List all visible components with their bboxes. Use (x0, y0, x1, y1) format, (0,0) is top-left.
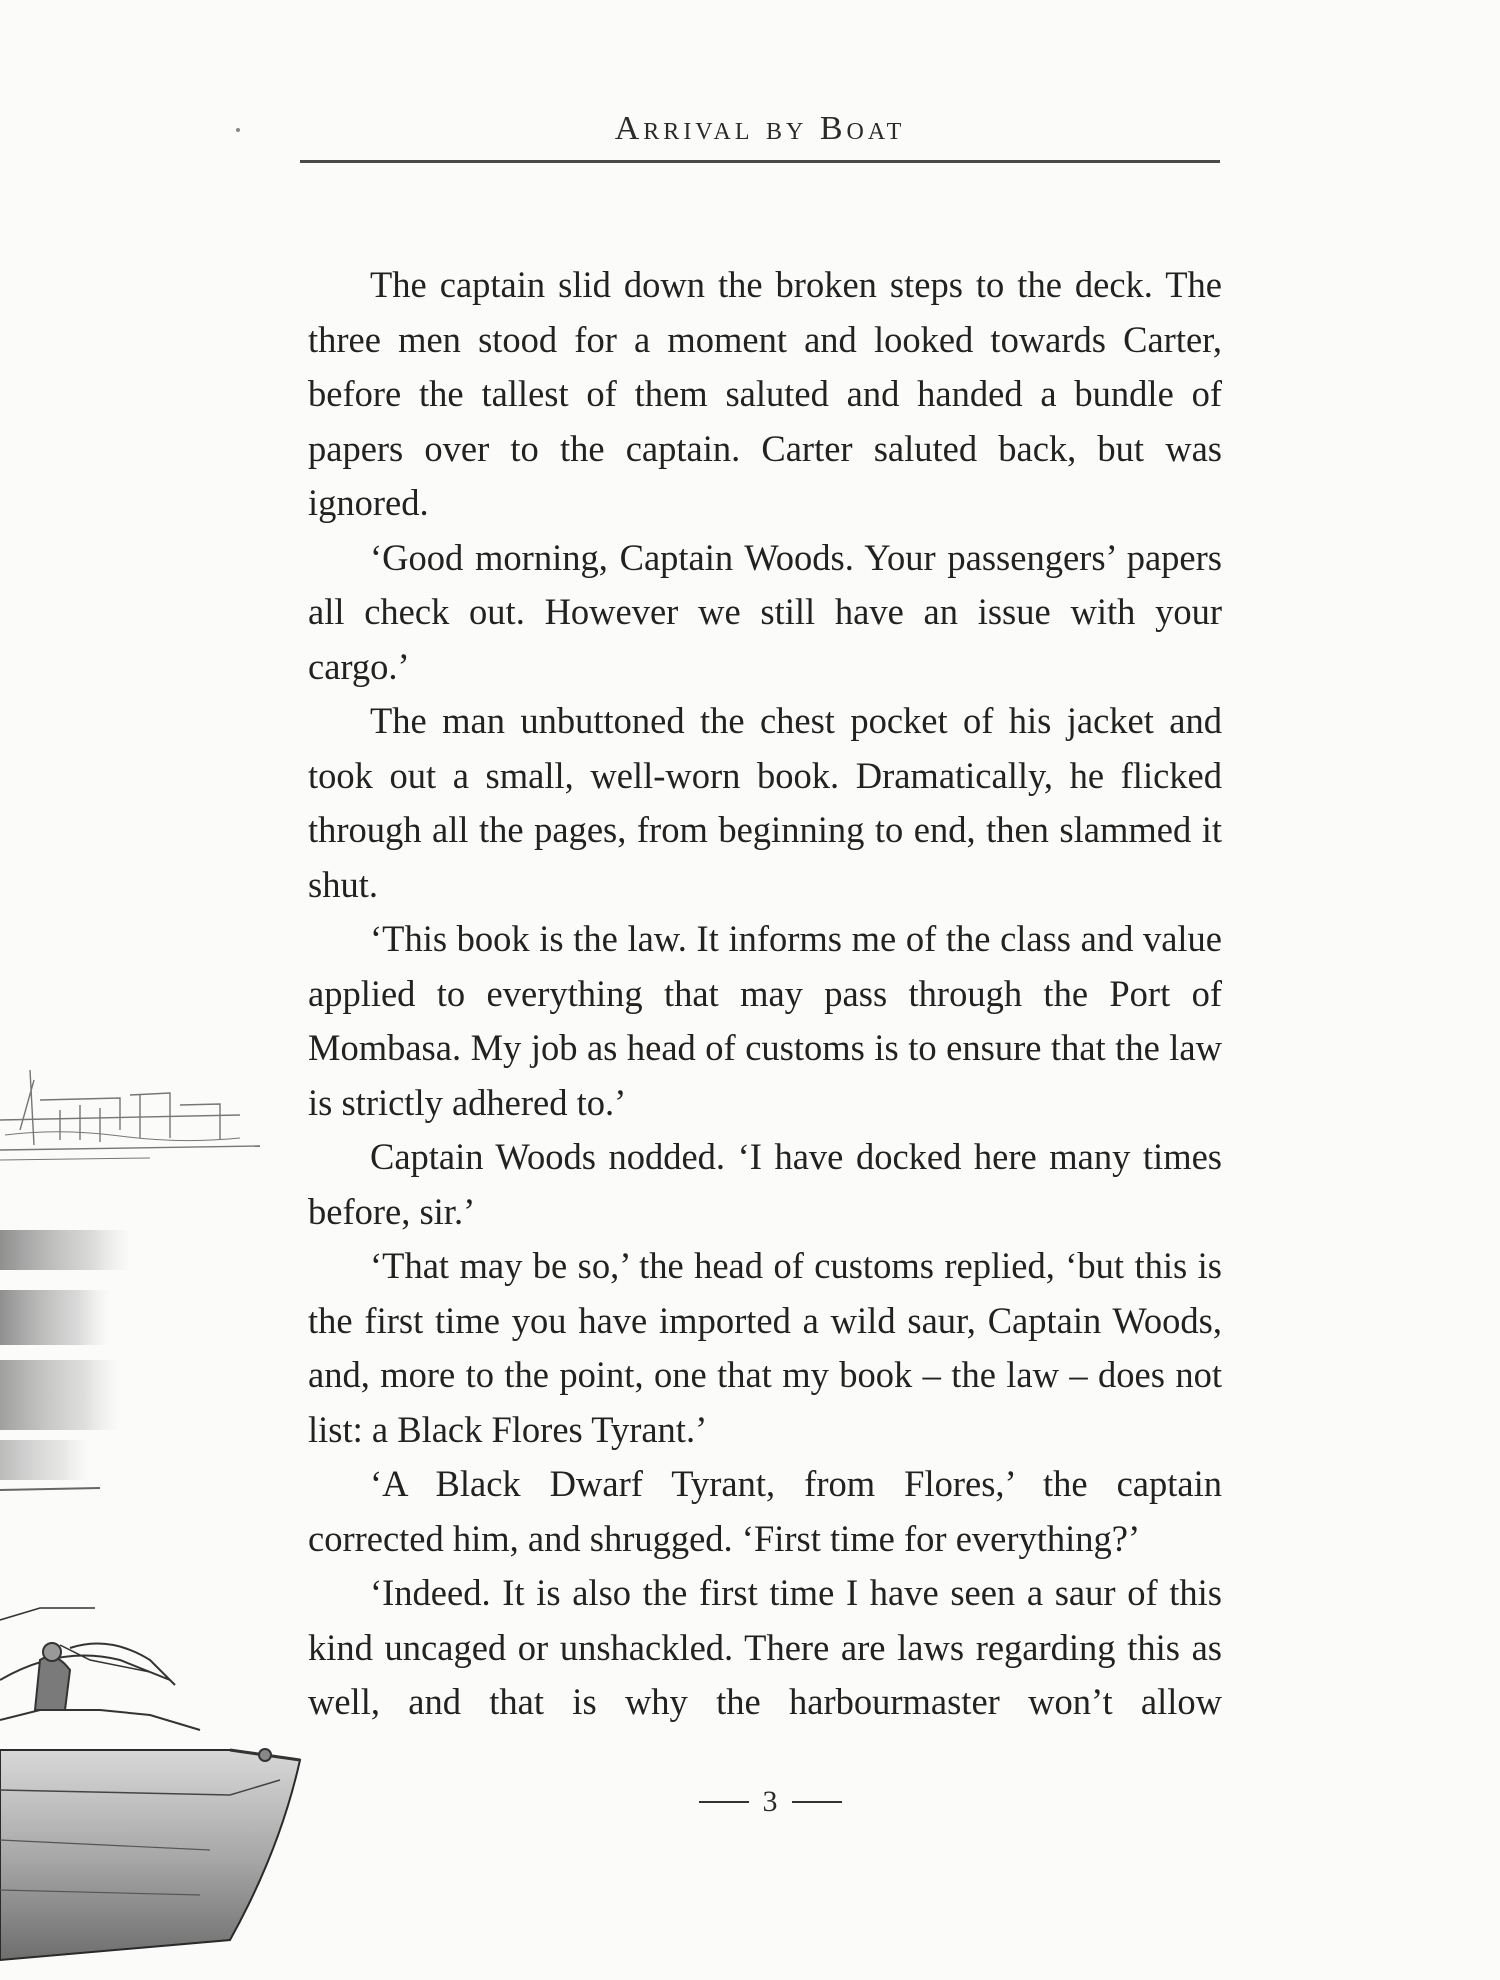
paragraph: Captain Woods nodded. ‘I have docked here many times before, sir.’ (308, 1136, 1222, 1232)
page-number-text: 3 (762, 1785, 778, 1818)
paragraph: ‘Indeed. It is also the first time I have seen a saur of this kind uncaged or unshackled. There are laws regarding this as well, and that is why the harbourmaster won’t allow (308, 1572, 1222, 1722)
paragraph: ‘That may be so,’ the head of customs replied, ‘but this is the first time you have imported a wild saur, Captain Woods, and, more to the point, one that my book – the law – does not list: a Black Flores Tyrant.’ (308, 1245, 1222, 1450)
paper-speck (236, 128, 240, 132)
folio-dash-left (699, 1801, 749, 1803)
boat-drawing (0, 1608, 300, 1960)
harbour-boat-sketch-icon (0, 1060, 360, 1980)
page-number (690, 1782, 850, 1822)
paragraph: ‘A Black Dwarf Tyrant, from Flores,’ the captain corrected him, and shrugged. ‘First time for everything?’ (308, 1463, 1222, 1559)
header-rule (300, 160, 1220, 163)
paragraph: ‘This book is the law. It informs me of the class and value applied to everything that may pass through the Port of Mombasa. My job as head of customs is to ensure that the law is strictly adhered to.’ (308, 918, 1222, 1123)
paragraph: ‘Good morning, Captain Woods. Your passengers’ papers all check out. However we still have an issue with your cargo.’ (308, 536, 1222, 687)
harbour-sketch (0, 1070, 260, 1160)
ink-wash (0, 1230, 130, 1490)
running-head: Arrival by Boat (614, 110, 906, 147)
paragraph: The man unbuttoned the chest pocket of his jacket and took out a small, well-worn book. Dramatically, he flicked through all the pages, from beginning to end, then slammed it shut. (308, 700, 1222, 905)
folio-dash-right (792, 1801, 842, 1803)
paragraph: The captain slid down the broken steps to the deck. The three men stood for a moment and looked towards Carter, before the tallest of them saluted and handed a bundle of papers over to the captain. Carter saluted back, but was ignored. (308, 264, 1222, 523)
body-text (308, 258, 1222, 1730)
